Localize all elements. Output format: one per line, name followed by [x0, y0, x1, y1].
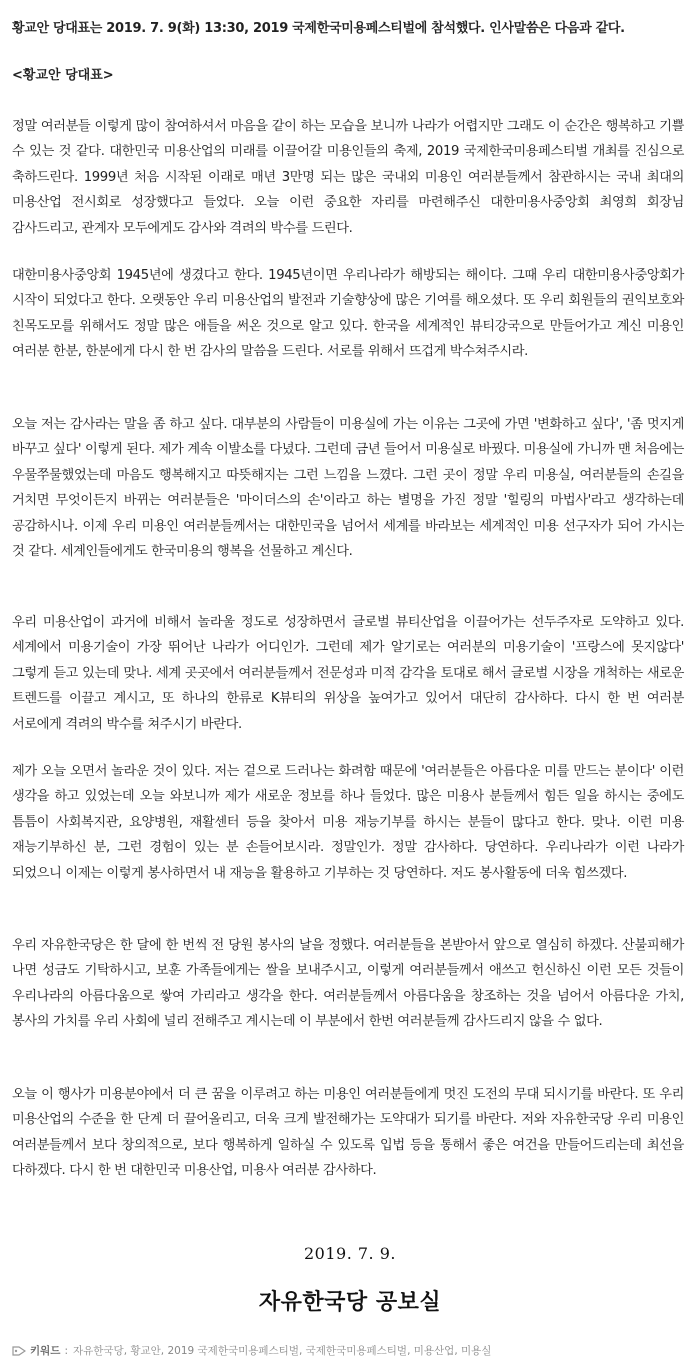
- headline: 황교안 당대표는 2019. 7. 9(화) 13:30, 2019 국제한국미용페스티벌에 참석했다. 인사말씀은 다음과 같다.: [12, 21, 625, 36]
- keywords-list: 자유한국당, 황교안, 2019 국제한국미용페스티벌, 국제한국미용페스티벌, 미용산업, 미용실: [72, 1345, 492, 1357]
- keywords-label: 키워드: [30, 1345, 61, 1357]
- speech-paragraph-1: 정말 여러분들 이렇게 많이 참여하셔서 마음을 같이 하는 모습을 보니까 나라가 어렵지만 그래도 이 순간은 행복하고 기쁠 수 있는 것 같다. 대한민국 미용산업의 미래를 이끌어갈 미용인들의 축제, 2019 국제한국미용페스티벌 개최를 진심으로 축하드린다. 1999년 처음 시작된 이래로 매년 3만명 되는 많은 국내외 미용인 여러분들께서 참관하시는 국내 최대의 미용산업 전시회로 성장했다고 들었다. 오늘 이런 중요한 자리를 마련해주신 대한미용사중앙회 최영희 회장님 감사드리고, 관계자 모두에게도 감사와 격려의 박수를 드린다.: [12, 119, 684, 236]
- speech-paragraph-6: 우리 자유한국당은 한 달에 한 번씩 전 당원 봉사의 날을 정했다. 여러분들을 본받아서 앞으로 열심히 하겠다. 산불피해가 나면 성금도 기탁하시고, 보훈 가족들에게는 쌀을 보내주시고, 이렇게 여러분들께서 애쓰고 헌신하신 이런 모든 것들이 우리나라의 아름다움으로 쌓여 가리라고 생각을 한다. 여러분들께서 아름다움을 창조하는 것을 넘어서 아름다운 가치, 봉사의 가치를 우리 사회에 널리 전해주고 계시는데 이 부분에서 한번 여러분들께 감사드리지 않을 수 없다.: [12, 938, 684, 1030]
- organization-name: 자유한국당 공보실: [258, 1290, 442, 1315]
- keywords-bar: [12, 1343, 692, 1358]
- keywords-separator: :: [64, 1344, 68, 1357]
- speech-paragraph-3: 오늘 저는 감사라는 말을 좀 하고 싶다. 대부분의 사람들이 미용실에 가는 이유는 그곳에 가면 '변화하고 싶다', '좀 멋지게 바꾸고 싶다' 이렇게 된다. 제가 계속 이발소를 다녔다. 그런데 금년 들어서 미용실로 바꿨다. 미용실에 가니까 맨 처음에는 우물쭈물했었는데 마음도 행복해지고 따뜻해지는 그런 느낌을 느꼈다. 그런 곳이 정말 우리 미용실, 여러분들의 손길을 거치면 무엇이든지 바뀌는 여러분들은 '마이더스의 손'이라고 하는 별명을 가진 정말 '힐링의 마법사'라고 생각하는데 공감하시나. 이제 우리 미용인 여러분들께서는 대한민국을 넘어서 세계를 바라보는 세계적인 미용 선구자가 되어 가시는 것 같다. 세계인들에게도 한국미용의 행복을 선물하고 계신다.: [12, 417, 684, 560]
- speaker-label: <황교안 당대표>: [12, 68, 114, 83]
- speech-paragraph-7: 오늘 이 행사가 미용분야에서 더 큰 꿈을 이루려고 하는 미용인 여러분들에게 멋진 도전의 무대 되시기를 바란다. 또 우리 미용산업의 수준을 한 단계 더 끌어올리고, 더욱 크게 발전해가는 도약대가 되기를 바란다. 저와 자유한국당 우리 미용인 여러분들께서 보다 창의적으로, 보다 행복하게 일하실 수 있도록 입법 등을 통해서 좋은 여건을 만들어드리는데 최선을 다하겠다. 다시 한 번 대한민국 미용산업, 미용사 여러분 감사하다.: [12, 1087, 684, 1179]
- tag-icon: [12, 1345, 26, 1357]
- speech-paragraph-2: 대한미용사중앙회 1945년에 생겼다고 한다. 1945년이면 우리나라가 해방되는 해이다. 그때 우리 대한미용사중앙회가 시작이 되었다고 한다. 오랫동안 우리 미용산업의 발전과 기술향상에 많은 기여를 해오셨다. 또 우리 회원들의 권익보호와 친목도모를 위해서도 정말 많은 애들을 써온 것으로 알고 있다. 한국을 세계적인 뷰티강국으로 만들어가고 계신 미용인 여러분 한분, 한분에게 다시 한 번 감사의 말씀을 드린다. 서로를 위해서 뜨겁게 박수쳐주시라.: [12, 268, 684, 360]
- speech-paragraph-4: 우리 미용산업이 과거에 비해서 놀라울 정도로 성장하면서 글로벌 뷰티산업을 이끌어가는 선두주자로 도약하고 있다. 세계에서 미용기술이 가장 뛰어난 나라가 어디인가. 그런데 제가 알기로는 여러분의 미용기술이 '프랑스에 못지않다' 그렇게 듣고 있는데 맞나. 세계 곳곳에서 여러분들께서 전문성과 미적 감각을 토대로 해서 글로벌 시장을 개척하는 새로운 트렌드를 이끌고 계시고, 또 하나의 한류로 K뷰티의 위상을 높여가고 있어서 대단히 감사하다. 다시 한 번 여러분 서로에게 격려의 박수를 쳐주시기 바란다.: [12, 615, 684, 732]
- release-date: 2019. 7. 9.: [303, 1244, 396, 1263]
- speech-paragraph-5: 제가 오늘 오면서 놀라운 것이 있다. 저는 겉으로 드러나는 화려함 때문에 '여러분들은 아름다운 미를 만드는 분이다' 이런 생각을 하고 있었는데 오늘 와보니까 제가 새로운 정보를 하나 들었다. 많은 미용사 분들께서 힘든 일을 하시는 중에도 틈틈이 사회복지관, 요양병원, 재활센터 등을 찾아서 미용 재능기부를 하시는 분들이 많다고 한다. 맞나. 이런 미용 재능기부하신 분, 그런 경험이 있는 분 손들어보시라. 정말인가. 정말 감사하다. 당연하다. 우리나라가 이런 나라가 되었으니 이제는 이렇게 봉사하면서 내 재능을 활용하고 기부하는 것 당연하다. 저도 봉사활동에 더욱 힘쓰겠다.: [12, 764, 684, 881]
